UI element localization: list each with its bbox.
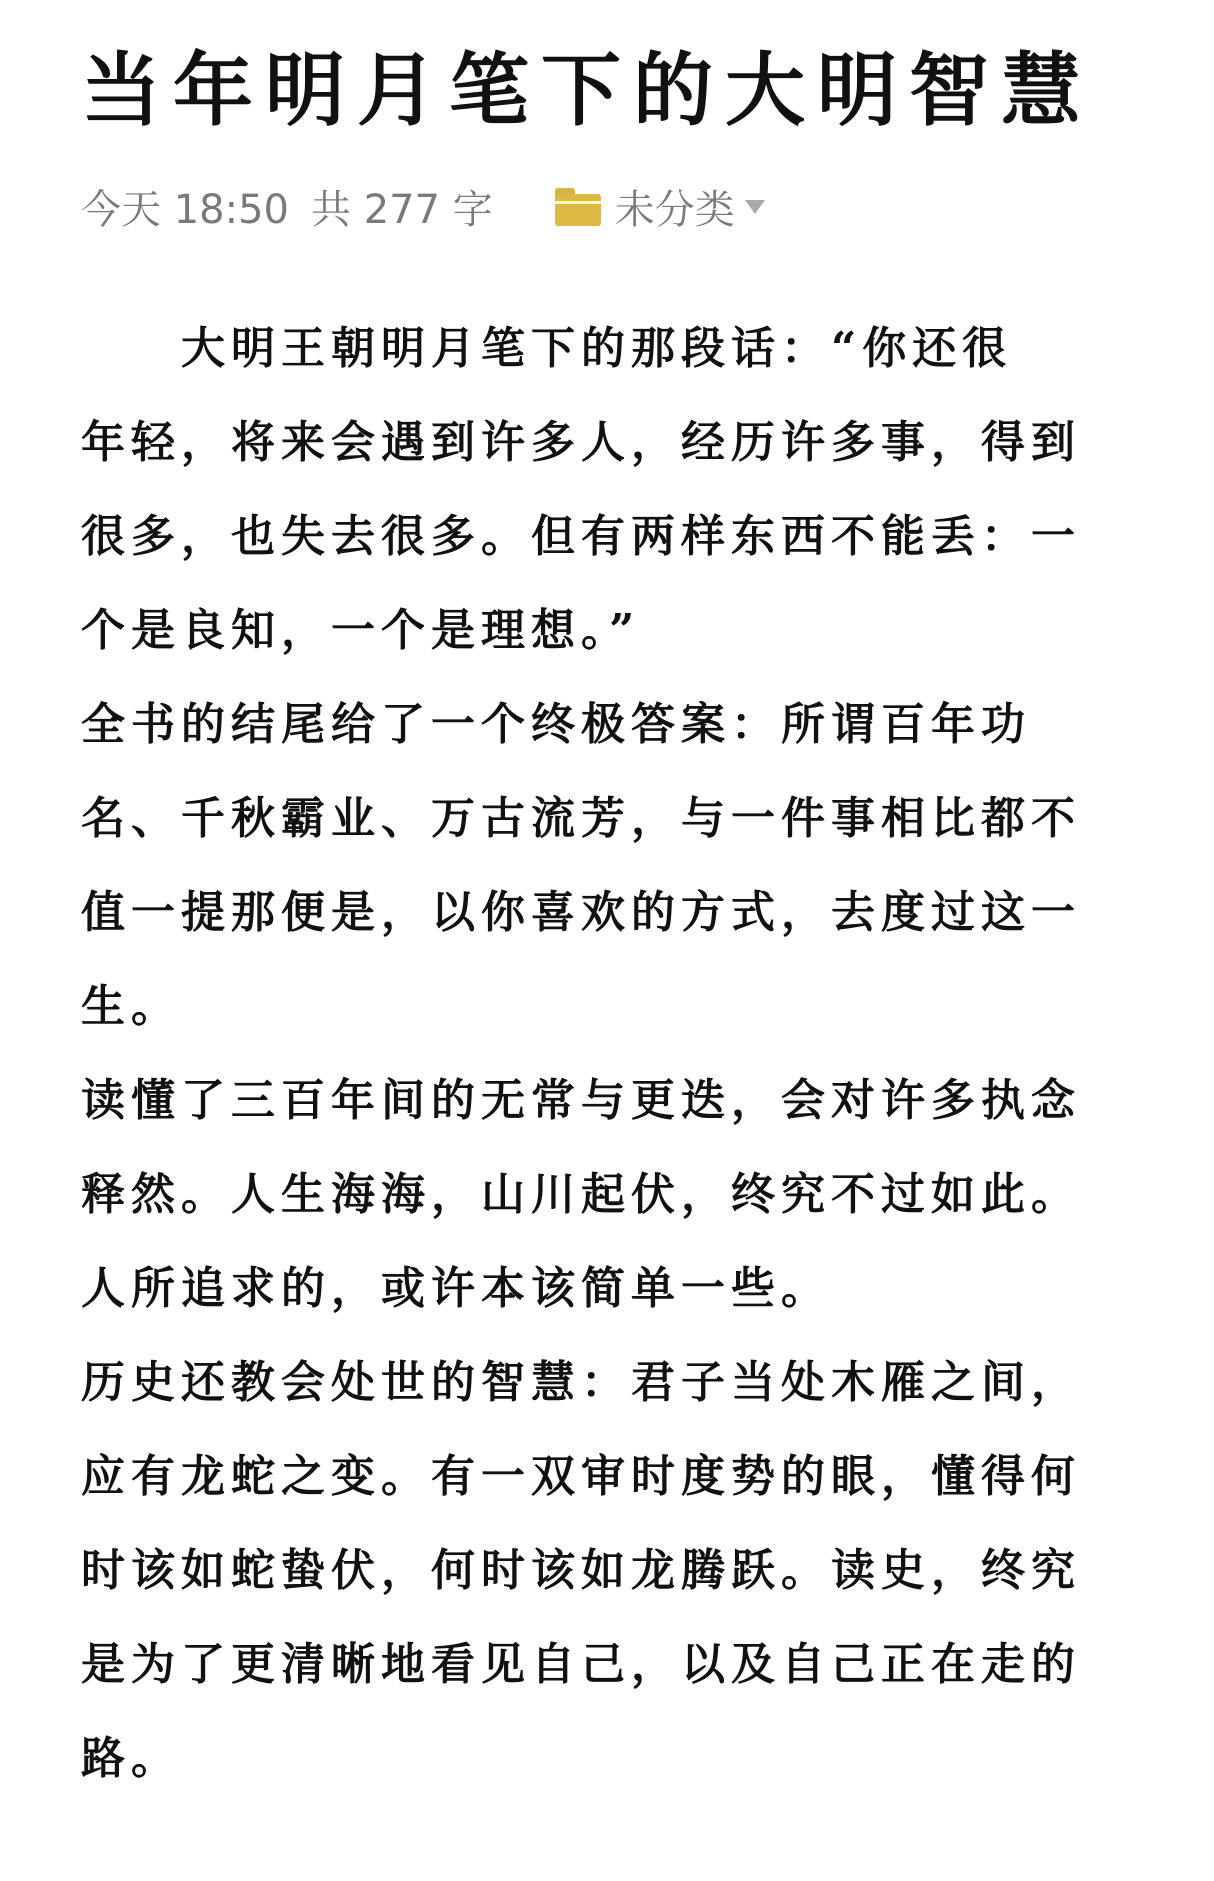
note-body[interactable] bbox=[81, 302, 1141, 1806]
category-selector[interactable]: 未分类 bbox=[614, 187, 735, 233]
text-line: 全书的结尾给了一个终极答案：所谓百年功 bbox=[81, 699, 1031, 750]
text-line: 大明王朝明月笔下的那段话：“你还很 bbox=[181, 323, 1013, 374]
text-line: 释然。人生海海，山川起伏，终究不过如此。 bbox=[81, 1169, 1081, 1220]
note-title: 当年明月笔下的大明智慧 bbox=[81, 43, 1093, 137]
text-line: 时该如蛇蛰伏，何时该如龙腾跃。读史，终究 bbox=[81, 1545, 1081, 1596]
text-line: 很多，也失去很多。但有两样东西不能丢：一 bbox=[81, 511, 1081, 562]
text-line: 是为了更清晰地看见自己，以及自己正在走的 bbox=[81, 1639, 1081, 1690]
text-line: 路。 bbox=[81, 1733, 181, 1784]
text-line: 人所追求的，或许本该简单一些。 bbox=[81, 1263, 831, 1314]
text-line: 名、千秋霸业、万古流芳，与一件事相比都不 bbox=[81, 793, 1081, 844]
text-line: 个是良知，一个是理想。” bbox=[81, 605, 641, 656]
text-line: 生。 bbox=[81, 981, 181, 1032]
note-date: 今天 18:50 bbox=[81, 187, 289, 233]
text-line: 值一提那便是，以你喜欢的方式，去度过这一 bbox=[81, 887, 1081, 938]
text-line: 读懂了三百年间的无常与更迭，会对许多执念 bbox=[81, 1075, 1081, 1126]
note-meta bbox=[81, 178, 765, 235]
word-count: 共 277 字 bbox=[311, 187, 493, 233]
folder-icon[interactable] bbox=[555, 188, 601, 226]
chevron-down-icon[interactable] bbox=[745, 200, 765, 214]
text-line: 应有龙蛇之变。有一双审时度势的眼，懂得何 bbox=[81, 1451, 1081, 1502]
text-line: 年轻，将来会遇到许多人，经历许多事，得到 bbox=[81, 417, 1081, 468]
text-line: 历史还教会处世的智慧：君子当处木雁之间， bbox=[81, 1357, 1081, 1408]
